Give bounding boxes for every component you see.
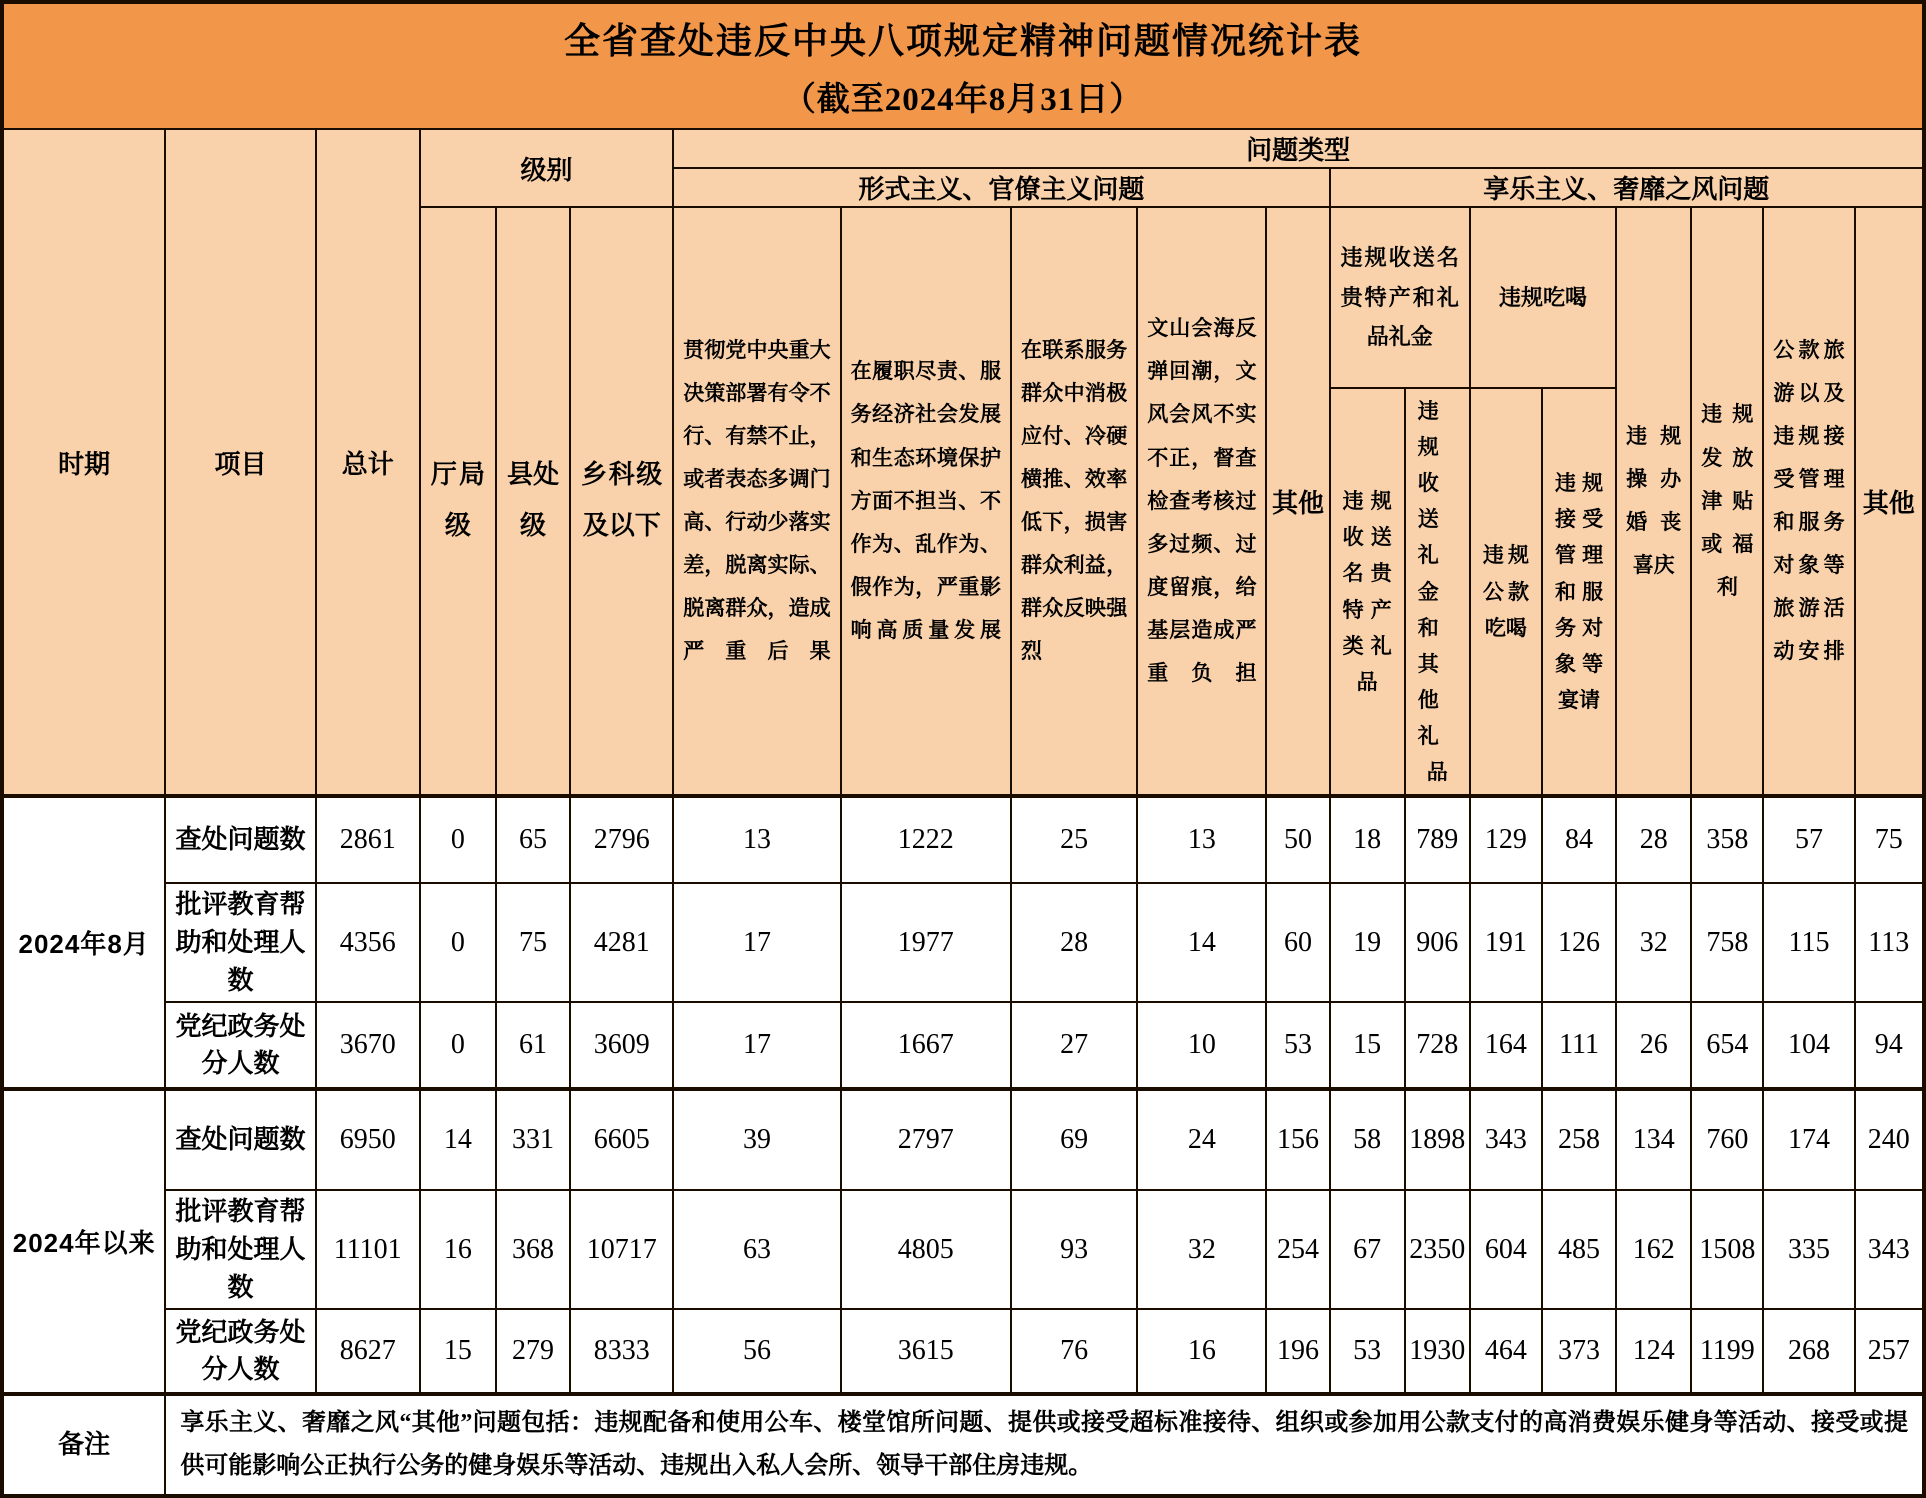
value-cell: 75 — [1855, 796, 1924, 883]
value-cell: 0 — [420, 1002, 496, 1089]
header-row-groups — [2, 129, 1924, 168]
value-cell: 1898 — [1405, 1089, 1470, 1190]
value-cell: 6605 — [570, 1089, 673, 1190]
value-cell: 32 — [1616, 883, 1691, 1002]
value-cell: 69 — [1011, 1089, 1137, 1190]
value-cell: 373 — [1542, 1309, 1616, 1394]
value-cell: 76 — [1011, 1309, 1137, 1394]
header-wedding-funeral: 违规操办婚丧喜庆 — [1616, 207, 1691, 796]
table-row — [2, 1002, 1924, 1089]
value-cell: 758 — [1691, 883, 1763, 1002]
header-period: 时期 — [2, 129, 165, 796]
value-cell: 58 — [1330, 1089, 1405, 1190]
value-cell: 789 — [1405, 796, 1470, 883]
period-cell: 2024年以来 — [2, 1089, 165, 1394]
table-row — [2, 1190, 1924, 1309]
value-cell: 75 — [496, 883, 570, 1002]
row-label-cell: 批评教育帮助和处理人数 — [165, 1190, 315, 1309]
value-cell: 2797 — [841, 1089, 1011, 1190]
value-cell: 8627 — [316, 1309, 420, 1394]
row-label-cell: 批评教育帮助和处理人数 — [165, 883, 315, 1002]
header-formalism-col-1: 贯彻党中央重大决策部署有令不行、有禁不止，或者表态多调门高、行动少落实差，脱离实际、脱离群众，造成严重后果 — [673, 207, 840, 796]
header-gifts-specialty: 违规收送名贵特产类礼品 — [1330, 388, 1405, 796]
value-cell: 53 — [1330, 1309, 1405, 1394]
value-cell: 104 — [1763, 1002, 1854, 1089]
value-cell: 17 — [673, 1002, 840, 1089]
value-cell: 268 — [1763, 1309, 1854, 1394]
value-cell: 15 — [1330, 1002, 1405, 1089]
value-cell: 0 — [420, 883, 496, 1002]
table-row — [2, 1309, 1924, 1394]
value-cell: 3609 — [570, 1002, 673, 1089]
value-cell: 28 — [1011, 883, 1137, 1002]
value-cell: 16 — [420, 1190, 496, 1309]
value-cell: 60 — [1266, 883, 1329, 1002]
value-cell: 2861 — [316, 796, 420, 883]
value-cell: 1199 — [1691, 1309, 1763, 1394]
value-cell: 6950 — [316, 1089, 420, 1190]
value-cell: 728 — [1405, 1002, 1470, 1089]
value-cell: 464 — [1470, 1309, 1542, 1394]
value-cell: 25 — [1011, 796, 1137, 883]
value-cell: 254 — [1266, 1190, 1329, 1309]
value-cell: 115 — [1763, 883, 1854, 1002]
value-cell: 3670 — [316, 1002, 420, 1089]
header-formalism-col-2: 在履职尽责、服务经济社会发展和生态环境保护方面不担当、不作为、乱作为、假作为，严重影响高质量发展 — [841, 207, 1011, 796]
page-title: 全省查处违反中央八项规定精神问题情况统计表 — [563, 20, 1362, 61]
value-cell: 24 — [1137, 1089, 1266, 1190]
value-cell: 604 — [1470, 1190, 1542, 1309]
value-cell: 3615 — [841, 1309, 1011, 1394]
value-cell: 760 — [1691, 1089, 1763, 1190]
value-cell: 67 — [1330, 1190, 1405, 1309]
value-cell: 57 — [1763, 796, 1854, 883]
value-cell: 343 — [1470, 1089, 1542, 1190]
value-cell: 32 — [1137, 1190, 1266, 1309]
header-formalism-group: 形式主义、官僚主义问题 — [673, 168, 1329, 207]
header-dining-public-funds: 违规公款吃喝 — [1470, 388, 1542, 796]
value-cell: 1222 — [841, 796, 1011, 883]
header-formalism-col-4: 文山会海反弹回潮，文风会风不实不正，督查检查考核过多过频、过度留痕，给基层造成严重负担 — [1137, 207, 1266, 796]
header-level-bureau: 厅局级 — [420, 207, 496, 796]
row-label-cell: 党纪政务处分人数 — [165, 1309, 315, 1394]
value-cell: 61 — [496, 1002, 570, 1089]
value-cell: 27 — [1011, 1002, 1137, 1089]
value-cell: 4356 — [316, 883, 420, 1002]
remark-label: 备注 — [2, 1394, 165, 1495]
header-dining-group: 违规吃喝 — [1470, 207, 1616, 388]
header-gifts-group: 违规收送名贵特产和礼品礼金 — [1330, 207, 1470, 388]
header-public-funded-travel: 公款旅游以及违规接受管理和服务对象等旅游活动安排 — [1763, 207, 1854, 796]
title-band — [2, 2, 1924, 129]
value-cell: 50 — [1266, 796, 1329, 883]
value-cell: 8333 — [570, 1309, 673, 1394]
value-cell: 16 — [1137, 1309, 1266, 1394]
value-cell: 331 — [496, 1089, 570, 1190]
value-cell: 15 — [420, 1309, 496, 1394]
value-cell: 19 — [1330, 883, 1405, 1002]
value-cell: 134 — [1616, 1089, 1691, 1190]
value-cell: 129 — [1470, 796, 1542, 883]
value-cell: 1930 — [1405, 1309, 1470, 1394]
header-hedonism-group: 享乐主义、奢靡之风问题 — [1330, 168, 1924, 207]
value-cell: 13 — [673, 796, 840, 883]
row-label-cell: 党纪政务处分人数 — [165, 1002, 315, 1089]
value-cell: 14 — [1137, 883, 1266, 1002]
header-item: 项目 — [165, 129, 315, 796]
header-gifts-cash: 违规收送礼金和其他礼品 — [1405, 388, 1470, 796]
header-problem-type-group: 问题类型 — [673, 129, 1924, 168]
value-cell: 906 — [1405, 883, 1470, 1002]
value-cell: 368 — [496, 1190, 570, 1309]
value-cell: 126 — [1542, 883, 1616, 1002]
period-cell: 2024年8月 — [2, 796, 165, 1089]
value-cell: 654 — [1691, 1002, 1763, 1089]
value-cell: 358 — [1691, 796, 1763, 883]
value-cell: 1508 — [1691, 1190, 1763, 1309]
value-cell: 2350 — [1405, 1190, 1470, 1309]
value-cell: 156 — [1266, 1089, 1329, 1190]
value-cell: 65 — [496, 796, 570, 883]
header-total: 总计 — [316, 129, 420, 796]
value-cell: 10 — [1137, 1002, 1266, 1089]
table-row — [2, 883, 1924, 1002]
value-cell: 63 — [673, 1190, 840, 1309]
row-label-cell: 查处问题数 — [165, 796, 315, 883]
page-subtitle: （截至2024年8月31日） — [782, 81, 1144, 118]
remark-row — [2, 1394, 1924, 1495]
table-row — [2, 796, 1924, 883]
value-cell: 196 — [1266, 1309, 1329, 1394]
value-cell: 94 — [1855, 1002, 1924, 1089]
value-cell: 4805 — [841, 1190, 1011, 1309]
value-cell: 111 — [1542, 1002, 1616, 1089]
value-cell: 26 — [1616, 1002, 1691, 1089]
value-cell: 335 — [1763, 1190, 1854, 1309]
value-cell: 124 — [1616, 1309, 1691, 1394]
value-cell: 14 — [420, 1089, 496, 1190]
value-cell: 174 — [1763, 1089, 1854, 1190]
title-row — [2, 2, 1924, 129]
value-cell: 258 — [1542, 1089, 1616, 1190]
value-cell: 53 — [1266, 1002, 1329, 1089]
value-cell: 10717 — [570, 1190, 673, 1309]
value-cell: 28 — [1616, 796, 1691, 883]
value-cell: 93 — [1011, 1190, 1137, 1309]
value-cell: 257 — [1855, 1309, 1924, 1394]
header-allowances: 违规发放津贴或福利 — [1691, 207, 1763, 796]
value-cell: 162 — [1616, 1190, 1691, 1309]
value-cell: 4281 — [570, 883, 673, 1002]
value-cell: 84 — [1542, 796, 1616, 883]
header-level-county: 县处级 — [496, 207, 570, 796]
header-formalism-other: 其他 — [1266, 207, 1329, 796]
header-dining-banquets: 违规接受管理和服务对象等宴请 — [1542, 388, 1616, 796]
value-cell: 240 — [1855, 1089, 1924, 1190]
remark-text: 享乐主义、奢靡之风“其他”问题包括：违规配备和使用公车、楼堂馆所问题、提供或接受超标准接待、组织或参加用公款支付的高消费娱乐健身等活动、接受或提供可能影响公正执行公务的健身娱乐等活动、违规出入私人会所、领导干部住房违规。 — [165, 1394, 1924, 1495]
value-cell: 39 — [673, 1089, 840, 1190]
value-cell: 1667 — [841, 1002, 1011, 1089]
table-row — [2, 1089, 1924, 1190]
value-cell: 56 — [673, 1309, 840, 1394]
value-cell: 18 — [1330, 796, 1405, 883]
value-cell: 343 — [1855, 1190, 1924, 1309]
header-formalism-col-3: 在联系服务群众中消极应付、冷硬横推、效率低下，损害群众利益，群众反映强烈 — [1011, 207, 1137, 796]
row-label-cell: 查处问题数 — [165, 1089, 315, 1190]
value-cell: 1977 — [841, 883, 1011, 1002]
header-level-group: 级别 — [420, 129, 673, 207]
value-cell: 191 — [1470, 883, 1542, 1002]
value-cell: 279 — [496, 1309, 570, 1394]
header-hedonism-other: 其他 — [1855, 207, 1924, 796]
value-cell: 0 — [420, 796, 496, 883]
header-level-township: 乡科级及以下 — [570, 207, 673, 796]
value-cell: 485 — [1542, 1190, 1616, 1309]
value-cell: 113 — [1855, 883, 1924, 1002]
value-cell: 2796 — [570, 796, 673, 883]
value-cell: 17 — [673, 883, 840, 1002]
value-cell: 164 — [1470, 1002, 1542, 1089]
value-cell: 13 — [1137, 796, 1266, 883]
value-cell: 11101 — [316, 1190, 420, 1309]
